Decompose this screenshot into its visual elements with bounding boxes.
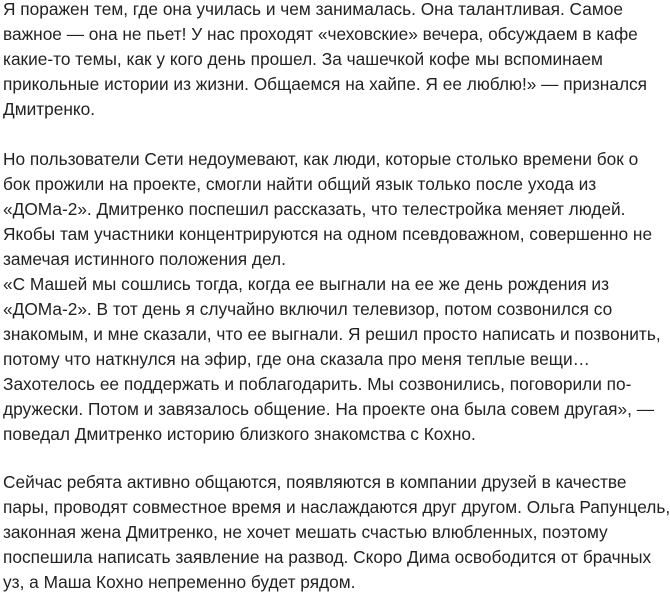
text-line: прикольные истории из жизни. Общаемся на хайпе. Я ее люблю!» — признался	[3, 74, 648, 94]
text-line: какие-то темы, как у кого день прошел. За чашечкой кофе мы вспоминаем	[3, 49, 603, 69]
text-line: Дмитренко.	[3, 99, 96, 119]
text-line: Но пользователи Сети недоумевают, как люди, которые столько времени бок о	[3, 149, 639, 169]
text-line: Захотелось ее поддержать и поблагодарить. Мы созвонились, поговорили по-	[3, 374, 632, 394]
text-line: Сейчас ребята активно общаются, появляются в компании друзей в качестве	[3, 472, 627, 492]
text-line: уз, а Маша Кохно непременно будет рядом.	[3, 572, 356, 592]
text-line: Я поражен тем, где она училась и чем занималась. Она талантливая. Самое	[3, 0, 623, 19]
text-line: «С Машей мы сошлись тогда, когда ее выгнали на ее же день рождения из	[3, 274, 609, 294]
text-line: «ДОМа-2». Дмитренко поспешил рассказать, что телестройка меняет людей.	[3, 199, 626, 219]
text-line: замечая истинного положения дел.	[3, 249, 286, 269]
text-line: дружески. Потом и завязалось общение. На проекте она была совем другая», —	[3, 399, 654, 419]
paragraph-current-relationship	[3, 470, 670, 595]
text-line: законная жена Дмитренко, не хочет мешать счастью влюбленных, поэтому	[3, 522, 608, 542]
text-line: «ДОМа-2». В тот день я случайно включил телевизор, потом созвонился со	[3, 299, 613, 319]
text-line: Якобы там участники концентрируются на одном псевдоважном, совершенно не	[3, 224, 653, 244]
text-line: важное — она не пьет! У нас проходят «чеховские» вечера, обсуждаем в кафе	[3, 24, 638, 44]
text-line: поведал Дмитренко историю близкого знакомства с Кохно.	[3, 424, 476, 444]
text-line: пары, проводят совместное время и наслаждаются друг другом. Ольга Рапунцель,	[3, 497, 670, 517]
text-line: поспешила написать заявление на развод. Скоро Дима освободится от брачных	[3, 547, 652, 567]
paragraph-users-doubt	[3, 147, 661, 447]
text-line: потому что наткнулся на эфир, где она сказала про меня теплые вещи…	[3, 349, 590, 369]
text-line: знакомым, и мне сказали, что ее выгнали. Я решил просто написать и позвонить,	[3, 324, 661, 344]
paragraph-quote-ending	[3, 0, 647, 122]
text-line: бок прожили на проекте, смогли найти общий язык только после ухода из	[3, 174, 597, 194]
